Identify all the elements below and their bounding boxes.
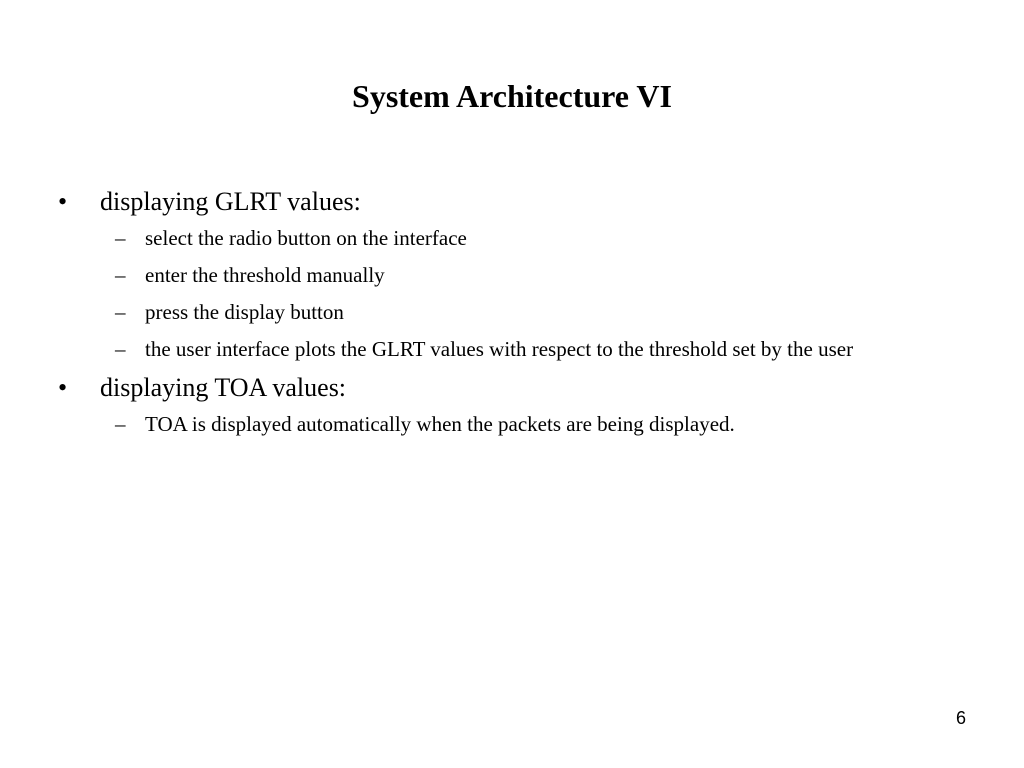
sub-bullet-select-radio	[0, 223, 1024, 253]
sub-bullet-marker: –	[115, 226, 126, 250]
bullet-label: displaying GLRT values:	[100, 187, 361, 216]
bullet-toa-values	[0, 371, 1024, 405]
sub-bullet-text: press the display button	[145, 300, 344, 324]
bullet-marker: •	[58, 373, 68, 402]
sub-bullet-marker: –	[115, 337, 126, 361]
sub-bullet-text: the user interface plots the GLRT values with respect to the threshold set by the user	[145, 337, 854, 361]
sub-bullet-plots-glrt	[0, 334, 1024, 364]
slide-content	[0, 185, 1024, 446]
sub-bullet-text: enter the threshold manually	[145, 263, 385, 287]
bullet-label: displaying TOA values:	[100, 373, 347, 402]
bullet-marker: •	[58, 187, 68, 216]
sub-bullet-marker: –	[115, 412, 126, 436]
sub-bullet-toa-automatic	[0, 409, 1024, 439]
page-number: 6	[955, 708, 966, 728]
sub-bullet-text: TOA is displayed automatically when the packets are being displayed.	[145, 412, 735, 436]
bullet-glrt-values	[0, 185, 1024, 219]
sub-bullet-enter-threshold	[0, 260, 1024, 290]
sub-bullet-marker: –	[115, 263, 126, 287]
sub-bullet-marker: –	[115, 300, 126, 324]
sub-bullet-press-display	[0, 297, 1024, 327]
slide-title: System Architecture VI	[352, 78, 672, 114]
sub-bullet-text: select the radio button on the interface	[145, 226, 467, 250]
